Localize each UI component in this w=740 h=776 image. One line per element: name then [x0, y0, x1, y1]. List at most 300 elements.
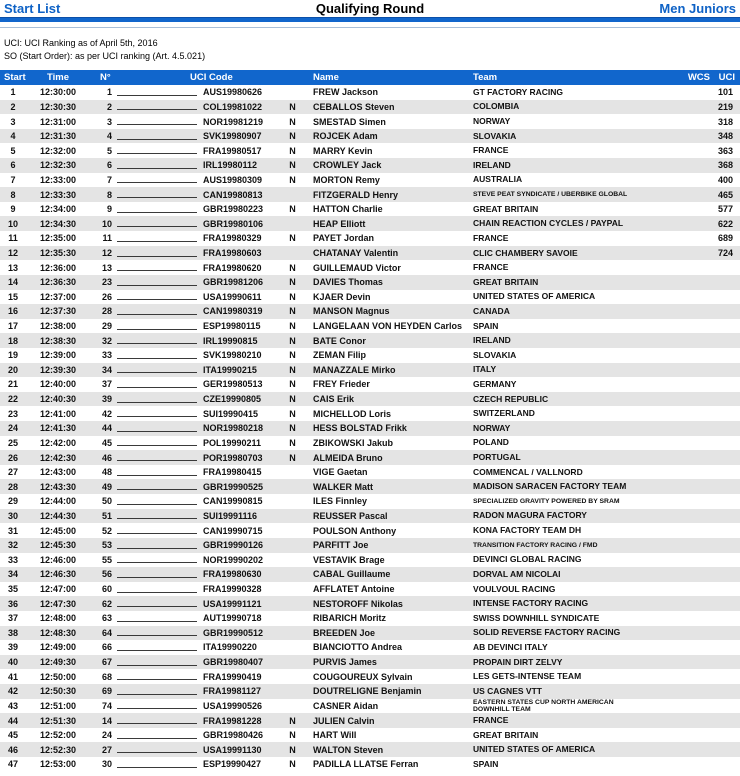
team-name: NORWAY	[473, 116, 511, 127]
start-position: 23	[7, 408, 18, 419]
team-name: KONA FACTORY TEAM DH	[473, 525, 582, 536]
uci-code: GBR19980223	[203, 204, 264, 215]
uci-code: GER19980513	[203, 379, 263, 390]
table-row	[0, 275, 740, 290]
team-name: AB DEVINCI ITALY	[473, 641, 548, 652]
signature-line	[115, 277, 203, 288]
signature-line	[115, 321, 203, 332]
signature-line	[115, 291, 203, 302]
team-name: POLAND	[473, 437, 509, 448]
start-position: 15	[7, 291, 18, 302]
team-name: TRANSITION FACTORY RACING / FMD	[473, 541, 598, 549]
table-row	[0, 158, 740, 173]
uci-code: USA19991130	[203, 744, 262, 755]
start-time: 12:38:30	[39, 335, 77, 346]
signature-underline	[117, 321, 197, 330]
uci-code: SUI19990415	[203, 408, 259, 419]
team-name: MADISON SARACEN FACTORY TEAM	[473, 481, 627, 492]
start-time: 12:46:00	[39, 554, 77, 565]
signature-line	[115, 379, 203, 390]
signature-underline	[117, 101, 197, 110]
start-position: 6	[10, 160, 16, 171]
signature-underline	[117, 554, 197, 563]
start-position: 20	[7, 364, 18, 375]
signature-line	[115, 715, 203, 726]
start-position: 31	[7, 525, 18, 536]
start-time: 12:30:00	[39, 87, 77, 98]
team-name: SLOVAKIA	[473, 130, 517, 141]
start-position: 47	[7, 759, 18, 770]
uci-points: 363	[717, 145, 733, 156]
bib-number: 14	[101, 715, 112, 726]
bib-number: 62	[101, 598, 112, 609]
start-time: 12:40:00	[39, 379, 77, 390]
table-row	[0, 567, 740, 582]
uci-code: FRA19981228	[203, 715, 262, 726]
table-row	[0, 377, 740, 392]
uci-points: 318	[717, 116, 733, 127]
team-name: SPECIALIZED GRAVITY POWERED BY SRAM	[473, 497, 620, 505]
new-rider-flag: N	[289, 730, 296, 741]
new-rider-flag: N	[289, 291, 296, 302]
start-position: 30	[7, 510, 18, 521]
rider-name: PURVIS James	[313, 657, 377, 668]
bib-number: 12	[101, 248, 112, 258]
start-position: 3	[10, 116, 16, 127]
rider-name: BREEDEN Joe	[313, 627, 376, 638]
signature-line	[115, 306, 203, 317]
start-position: 46	[7, 744, 18, 755]
rider-name: COUGOUREUX Sylvain	[313, 671, 413, 682]
start-position: 32	[7, 540, 18, 551]
start-time: 12:50:00	[39, 671, 77, 682]
signature-underline	[117, 452, 197, 461]
table-row	[0, 640, 740, 655]
table-row	[0, 669, 740, 684]
new-rider-flag: N	[289, 174, 296, 185]
new-rider-flag: N	[289, 423, 296, 434]
team-name: SWISS DOWNHILL SYNDICATE	[473, 612, 600, 623]
bib-number: 4	[106, 131, 112, 142]
rider-name: WALTON Steven	[313, 744, 384, 755]
uci-points: 577	[717, 204, 733, 215]
bib-number: 64	[101, 627, 112, 638]
team-name: FRANCE	[473, 715, 509, 725]
start-time: 12:39:30	[39, 364, 77, 375]
start-time: 12:39:00	[39, 350, 77, 361]
bib-number: 44	[101, 423, 112, 434]
table-row	[0, 304, 740, 319]
start-time: 12:34:30	[39, 218, 77, 229]
col-header-name: Name	[313, 72, 339, 83]
signature-line	[115, 642, 203, 653]
signature-line	[115, 160, 203, 171]
team-name: COMMENCAL / VALLNORD	[473, 466, 583, 477]
uci-code: USA19991121	[203, 598, 262, 609]
start-time: 12:46:30	[39, 569, 77, 580]
bib-number: 6	[106, 160, 112, 171]
header-rule	[0, 17, 740, 22]
rider-name: CROWLEY Jack	[313, 160, 382, 171]
uci-code: FRA19980329	[203, 233, 262, 244]
table-row	[0, 596, 740, 611]
signature-underline	[117, 686, 197, 695]
rider-name: HATTON Charlie	[313, 204, 383, 215]
start-time: 12:42:00	[39, 437, 77, 448]
start-position: 39	[7, 642, 18, 653]
table-row	[0, 392, 740, 407]
start-time: 12:49:30	[39, 657, 77, 668]
rider-name: RIBARICH Moritz	[313, 613, 386, 624]
uci-code: NOR19980218	[203, 423, 264, 434]
bib-number: 68	[101, 671, 112, 682]
signature-line	[115, 87, 203, 98]
team-name: GREAT BRITAIN	[473, 729, 539, 740]
team-name: PORTUGAL	[473, 452, 521, 463]
start-position: 33	[7, 554, 18, 565]
uci-code: AUS19980626	[203, 87, 263, 98]
signature-underline	[117, 613, 197, 622]
bib-number: 55	[101, 554, 112, 565]
table-row	[0, 216, 740, 231]
rider-name: MORTON Remy	[313, 174, 380, 185]
signature-underline	[117, 394, 197, 403]
signature-underline	[117, 174, 197, 183]
rider-name: AFFLATET Antoine	[313, 584, 395, 595]
start-position: 34	[7, 569, 18, 580]
new-rider-flag: N	[289, 379, 296, 390]
start-time: 12:37:00	[39, 291, 77, 302]
start-time: 12:30:30	[39, 101, 77, 112]
team-name: GERMANY	[473, 378, 517, 389]
table-row	[0, 143, 740, 158]
rider-name: ILES Finnley	[313, 496, 368, 507]
table-row	[0, 523, 740, 538]
start-time: 12:49:00	[39, 642, 77, 653]
table-row	[0, 319, 740, 334]
rider-name: ROJCEK Adam	[313, 131, 378, 142]
uci-code: POL19990211	[203, 437, 262, 448]
bib-number: 63	[101, 613, 112, 624]
start-time: 12:38:00	[39, 321, 77, 332]
rider-name: SMESTAD Simen	[313, 116, 386, 127]
signature-underline	[117, 700, 197, 709]
start-position: 38	[7, 627, 18, 638]
rider-name: MARRY Kevin	[313, 145, 373, 156]
uci-code: ITA19990215	[203, 364, 257, 375]
signature-underline	[117, 248, 197, 257]
signature-line	[115, 510, 203, 521]
table-row	[0, 626, 740, 641]
col-header-wcs: WCS	[687, 72, 710, 83]
table-row	[0, 85, 740, 100]
start-position: 22	[7, 394, 18, 405]
bib-number: 26	[101, 291, 112, 302]
start-position: 43	[7, 700, 18, 711]
signature-line	[115, 613, 203, 624]
start-time: 12:45:30	[39, 540, 77, 551]
table-row	[0, 450, 740, 465]
bib-number: 42	[101, 408, 112, 419]
start-position: 44	[7, 715, 18, 726]
new-rider-flag: N	[289, 306, 296, 317]
team-name: CHAIN REACTION CYCLES / PAYPAL	[473, 218, 624, 229]
uci-code: CAN19980319	[203, 306, 263, 317]
new-rider-flag: N	[289, 394, 296, 405]
signature-line	[115, 671, 203, 682]
bib-number: 9	[106, 204, 112, 215]
table-row	[0, 421, 740, 436]
rider-name: KJAER Devin	[313, 291, 371, 302]
rider-name: VIGE Gaetan	[313, 467, 368, 478]
team-name: INTENSE FACTORY RACING	[473, 598, 589, 609]
bib-number: 66	[101, 642, 112, 653]
signature-underline	[117, 671, 197, 680]
uci-code: SUI19991116	[203, 510, 258, 521]
signature-underline	[117, 87, 197, 96]
bib-number: 69	[101, 686, 112, 697]
bib-number: 67	[101, 657, 112, 668]
rider-name: BATE Conor	[313, 335, 366, 346]
team-name: SPAIN	[473, 320, 499, 331]
table-row	[0, 494, 740, 509]
bib-number: 37	[101, 379, 112, 390]
team-name: PROPAIN DIRT ZELVY	[473, 656, 563, 667]
rider-name: FITZGERALD Henry	[313, 189, 399, 200]
document-header	[0, 0, 740, 17]
start-position: 8	[10, 189, 16, 200]
start-time: 12:35:00	[39, 233, 77, 244]
team-name: DORVAL AM NICOLAI	[473, 568, 561, 579]
start-time: 12:47:30	[39, 598, 77, 609]
signature-underline	[117, 262, 197, 271]
signature-underline	[117, 715, 197, 724]
rider-name: LANGELAAN VON HEYDEN Carlos	[313, 321, 463, 332]
start-time: 12:40:30	[39, 394, 77, 405]
start-time: 12:53:00	[39, 759, 77, 770]
new-rider-flag: N	[289, 715, 296, 726]
uci-code: FRA19980620	[203, 262, 262, 273]
rider-name: WALKER Matt	[313, 481, 373, 492]
start-position: 40	[7, 657, 18, 668]
signature-underline	[117, 364, 197, 373]
table-row	[0, 363, 740, 378]
signature-line	[115, 744, 203, 755]
header-subrule	[0, 27, 740, 28]
start-time: 12:52:30	[39, 744, 77, 755]
signature-line	[115, 569, 203, 580]
start-position: 7	[10, 174, 16, 185]
new-rider-flag: N	[289, 101, 296, 112]
new-rider-flag: N	[289, 408, 296, 419]
uci-code: CZE19990805	[203, 394, 262, 405]
start-position: 27	[7, 467, 18, 478]
bib-number: 13	[101, 262, 112, 273]
rider-name: VESTAVIK Brage	[313, 554, 385, 565]
start-time: 12:31:30	[39, 131, 77, 142]
start-position: 36	[7, 598, 18, 609]
rider-name: JULIEN Calvin	[313, 715, 375, 726]
signature-line	[115, 657, 203, 668]
team-name: US CAGNES VTT	[473, 685, 542, 696]
rider-name: DAVIES Thomas	[313, 277, 383, 288]
uci-points: 368	[717, 160, 733, 171]
signature-line	[115, 452, 203, 463]
bib-number: 51	[101, 510, 112, 521]
bib-number: 8	[106, 189, 112, 200]
table-header-row	[0, 70, 740, 85]
signature-underline	[117, 569, 197, 578]
start-time: 12:44:00	[39, 496, 77, 507]
new-rider-flag: N	[289, 116, 296, 127]
signature-line	[115, 189, 203, 200]
bib-number: 29	[101, 321, 112, 332]
signature-line	[115, 174, 203, 185]
signature-underline	[117, 598, 197, 607]
rider-name: CEBALLOS Steven	[313, 101, 395, 112]
bib-number: 7	[106, 174, 112, 185]
start-time: 12:50:30	[39, 686, 77, 697]
signature-underline	[117, 379, 197, 388]
start-position: 24	[7, 423, 18, 434]
signature-underline	[117, 540, 197, 549]
new-rider-flag: N	[289, 437, 296, 448]
uci-code: ESP19980115	[203, 321, 261, 332]
start-time: 12:33:30	[39, 189, 77, 200]
uci-code: GBR19980426	[203, 730, 264, 741]
signature-underline	[117, 642, 197, 651]
start-time: 12:51:30	[39, 715, 77, 726]
start-position: 37	[7, 613, 18, 624]
signature-line	[115, 700, 203, 711]
uci-code: GBR19990126	[203, 540, 264, 551]
table-row	[0, 333, 740, 348]
rider-name: ZBIKOWSKI Jakub	[313, 437, 394, 448]
signature-line	[115, 759, 203, 770]
signature-line	[115, 423, 203, 434]
team-name: SWITZERLAND	[473, 408, 535, 419]
rider-name: HESS BOLSTAD Frikk	[313, 423, 407, 434]
bib-number: 23	[101, 277, 112, 288]
rider-name: DOUTRELIGNE Benjamin	[313, 686, 422, 697]
team-name: NORWAY	[473, 422, 511, 433]
start-time: 12:42:30	[39, 452, 77, 463]
team-name: DEVINCI GLOBAL RACING	[473, 554, 582, 565]
signature-line	[115, 627, 203, 638]
signature-line	[115, 233, 203, 244]
col-header-number: N°	[100, 72, 111, 83]
table-row	[0, 479, 740, 494]
start-time: 12:44:30	[39, 510, 77, 521]
uci-code: FRA19980603	[203, 248, 262, 258]
team-name: FRANCE	[473, 262, 509, 273]
uci-code: COL19981022	[203, 101, 263, 112]
table-row	[0, 173, 740, 188]
col-header-uci: UCI	[718, 72, 735, 83]
team-name: CLIC CHAMBERY SAVOIE	[473, 247, 578, 258]
rider-name: FREY Frieder	[313, 379, 370, 390]
table-row	[0, 436, 740, 451]
signature-line	[115, 262, 203, 273]
start-position: 42	[7, 686, 18, 697]
bib-number: 52	[101, 525, 112, 536]
bib-number: 11	[102, 233, 112, 244]
signature-underline	[117, 481, 197, 490]
start-time: 12:41:00	[39, 408, 77, 419]
table-row	[0, 260, 740, 275]
start-position: 35	[7, 584, 18, 595]
signature-underline	[117, 189, 197, 198]
start-time: 12:32:30	[39, 160, 77, 171]
start-time: 12:47:00	[39, 584, 77, 595]
new-rider-flag: N	[289, 335, 296, 346]
bib-number: 10	[101, 218, 112, 229]
table-row	[0, 465, 740, 480]
uci-code: CAN19990715	[203, 525, 263, 536]
bib-number: 33	[101, 350, 112, 361]
signature-underline	[117, 335, 197, 344]
table-row	[0, 728, 740, 743]
uci-points: 465	[717, 189, 733, 200]
team-name: LES GETS-INTENSE TEAM	[473, 671, 582, 682]
document-title: Start List	[4, 1, 61, 16]
start-position: 9	[10, 204, 16, 215]
start-position: 28	[7, 481, 18, 492]
signature-underline	[117, 496, 197, 505]
signature-underline	[117, 510, 197, 519]
category-title: Men Juniors	[659, 1, 736, 16]
uci-code: FRA19980415	[203, 467, 262, 478]
start-position: 13	[7, 262, 18, 273]
start-time: 12:32:00	[39, 145, 77, 156]
team-name: GT FACTORY RACING	[473, 86, 564, 97]
team-name: GREAT BRITAIN	[473, 276, 539, 287]
start-position: 16	[7, 306, 18, 317]
uci-code: CAN19990815	[203, 496, 263, 507]
col-header-time: Time	[47, 72, 70, 83]
team-name: RADON MAGURA FACTORY	[473, 510, 587, 521]
bib-number: 2	[106, 101, 112, 112]
uci-code: AUS19980309	[203, 174, 263, 185]
rider-name: POULSON Anthony	[313, 525, 397, 536]
signature-line	[115, 481, 203, 492]
uci-code: POR19980703	[203, 452, 263, 463]
start-time: 12:51:00	[39, 700, 77, 711]
start-order-note: SO (Start Order): as per UCI ranking (Art. 4.5.021)	[4, 51, 206, 61]
table-row	[0, 582, 740, 597]
start-position: 19	[7, 350, 18, 361]
uci-code: NOR19981219	[203, 116, 264, 127]
new-rider-flag: N	[289, 744, 296, 755]
signature-underline	[117, 291, 197, 300]
bib-number: 30	[101, 759, 112, 770]
uci-code: FRA19980517	[203, 145, 262, 156]
bib-number: 32	[101, 335, 112, 346]
signature-underline	[117, 160, 197, 169]
signature-line	[115, 467, 203, 478]
signature-underline	[117, 131, 197, 140]
new-rider-flag: N	[289, 233, 296, 244]
rider-name: PAYET Jordan	[313, 233, 375, 244]
new-rider-flag: N	[289, 277, 296, 288]
start-time: 12:36:30	[39, 277, 77, 288]
team-name: STEVE PEAT SYNDICATE / UBERBIKE GLOBAL	[473, 191, 628, 199]
rider-name: CAIS Erik	[313, 394, 355, 405]
rider-name: BIANCIOTTO Andrea	[313, 642, 403, 653]
table-row	[0, 348, 740, 363]
notes-block	[4, 37, 740, 63]
bib-number: 27	[101, 744, 112, 755]
